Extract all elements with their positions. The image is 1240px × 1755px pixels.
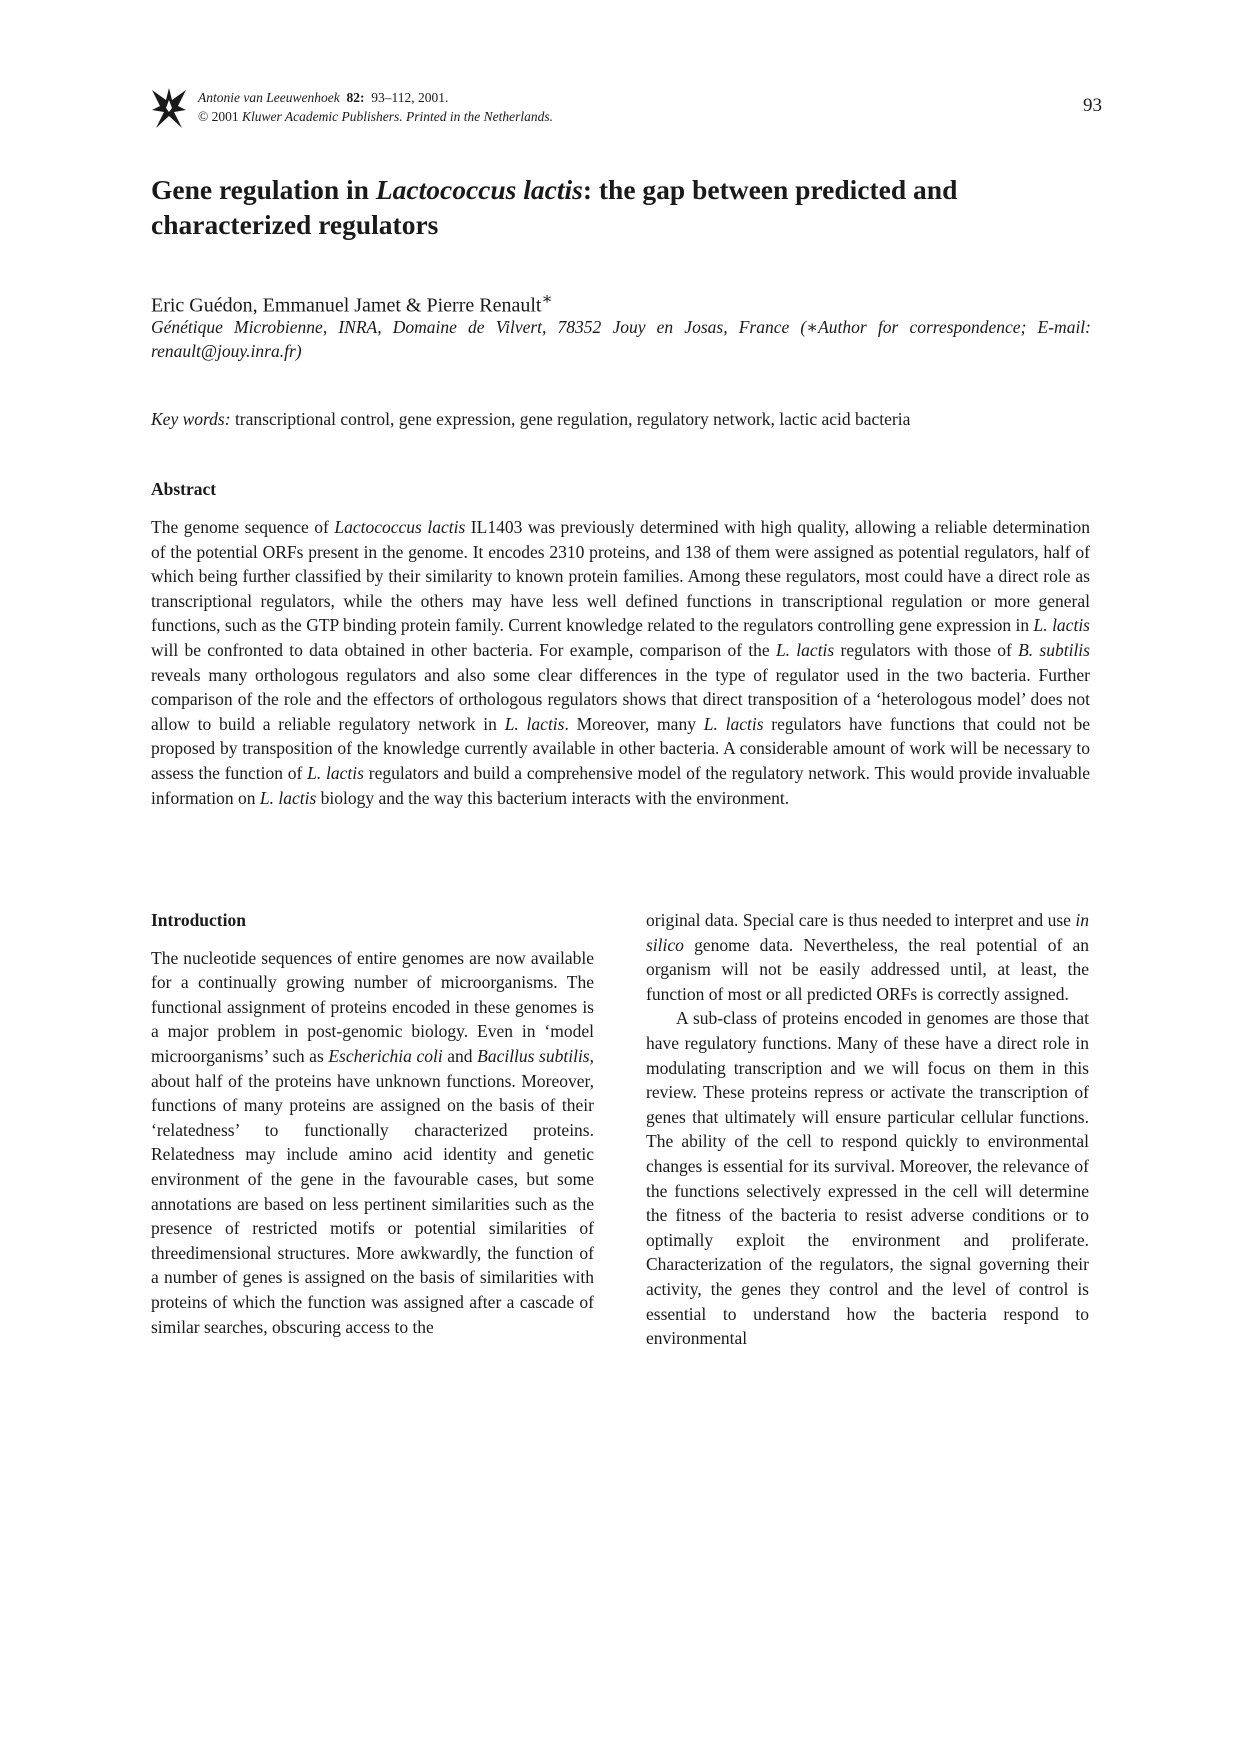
abstract-heading: Abstract [151,479,217,499]
affiliation: Génétique Microbienne, INRA, Domaine de Vilvert, 78352 Jouy en Josas, France (∗Author for correspondence; E-mail: renault@jouy.inra.fr) [151,317,1091,361]
intro-paragraph-3: A sub-class of proteins encoded in genomes are those that have regulatory functions. Many of these have a direct role in modulating transcription and we will focus on them in this review. These proteins repress or activate the transcription of genes that ultimately will ensure particular cellular functions. The ability of the cell to respond quickly to environmental changes is essential for its survival. Moreover, the relevance of the functions selectively expressed in the cell will determine the fitness of the bacteria to resist adverse conditions or to optimally exploit the environment and proliferate. Characterization of the regulators, the signal governing their activity, the genes they control and the level of control is essential to understand how the bacteria respond to environmental [646,1008,1089,1349]
journal-citation: Antonie van Leeuwenhoek 82: 93–112, 2001. [198,90,449,105]
article-title: Gene regulation in Lactococcus lactis: the gap between predicted and characterized regulators [151,174,958,240]
intro-paragraph-1: The nucleotide sequences of entire genomes are now available for a continually growing number of microorganisms. The functional assignment of proteins encoded in these genomes is a major problem in post-genomic biology. Even in ‘model microorganisms’ such as Escherichia coli and Bacillus subtilis, about half of the proteins have unknown functions. Moreover, functions of many proteins are assigned on the basis of their ‘relatedness’ to functionally characterized proteins. Relatedness may include amino acid identity and genetic environment of the gene in the favourable cases, but some annotations are based on less pertinent similarities such as the presence of restricted motifs or potential similarities of threedimensional structures. More awkwardly, the function of a number of genes is assigned on the basis of similarities with proteins of which the function was assigned after a cascade of similar searches, obscuring access to the [151,947,594,1337]
keywords: Key words: transcriptional control, gene expression, gene regulation, regulatory network, lactic acid bacteria [151,409,911,429]
publisher-logo-icon [150,86,188,130]
abstract-text: The genome sequence of Lactococcus lactis IL1403 was previously determined with high quality, allowing a reliable determination of the potential ORFs present in the genome. It encodes 2310 proteins, and 138 of them were assigned as potential regulators, half of which being further classified by their similarity to known protein families. Among these regulators, most could have a direct role as transcriptional regulators, while the others may have less well defined functions in transcriptional regulation or more general functions, such as the GTP binding protein family. Current knowledge related to the regulators controlling gene expression in L. lactis will be confronted to data obtained in other bacteria. For example, comparison of the L. lactis regulators with those of B. subtilis reveals many orthologous regulators and also some clear differences in the type of regulator used in the two bacteria. Further comparison of the role and the effectors of orthologous regulators shows that direct transposition of a ‘heterologous model’ does not allow to build a reliable regulatory network in L. lactis. Moreover, many L. lactis regulators have functions that could not be proposed by transposition of the knowledge currently available in other bacteria. A considerable amount of work will be necessary to assess the function of L. lactis regulators and build a comprehensive model of the regulatory network. This would provide invaluable information on L. lactis biology and the way this bacterium interacts with the environment. [151,517,1091,808]
page-number: 93 [1083,95,1102,116]
intro-paragraph-2: original data. Special care is thus needed to interpret and use in silico genome data. Nevertheless, the real potential of an organism will not be easily addressed until, at least, the function of most or all predicted ORFs is correctly assigned. [646,910,1089,1004]
column-right [646,908,1089,1351]
author-list: Eric Guédon, Emmanuel Jamet & Pierre Renault∗ [151,289,553,317]
copyright-line: © 2001 Kluwer Academic Publishers. Printed in the Netherlands. [198,109,553,124]
column-left [151,908,594,1339]
introduction-heading: Introduction [151,910,246,930]
